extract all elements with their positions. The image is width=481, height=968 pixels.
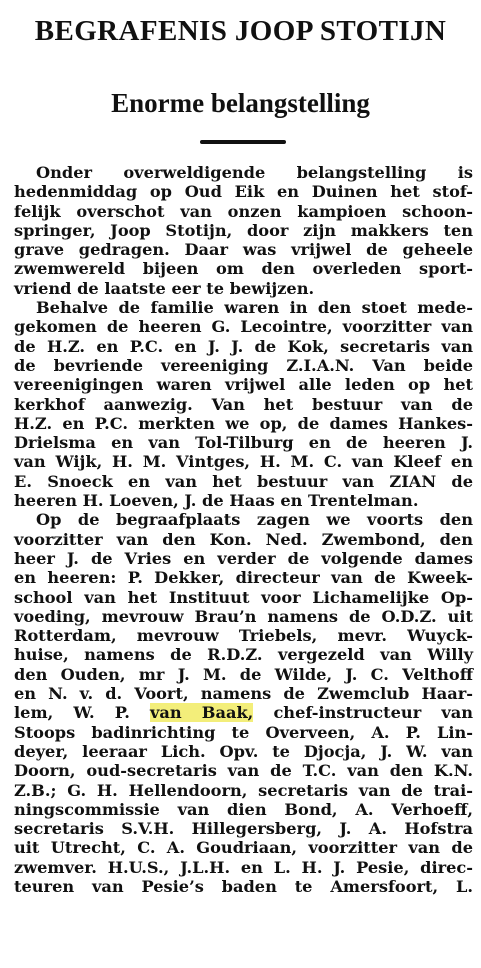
article-line: kerkhof aanwezig. Van het bestuur van de xyxy=(14,394,473,414)
article-line: en heeren: P. Dekker, directeur van de Kweek- xyxy=(14,568,473,588)
article-line: Stoops badinrichting te Overveen, A. P. Lin- xyxy=(14,722,473,742)
article-line: zwemwereld bijeen om den overleden sport- xyxy=(14,259,473,279)
article-line: den Ouden, mr J. M. de Wilde, J. C. Velthoff xyxy=(14,664,473,684)
article-line: Onder overweldigende belangstelling is xyxy=(36,163,473,182)
article-line: ningscommissie van dien Bond, A. Verhoeff, xyxy=(14,799,473,819)
article-body xyxy=(14,163,473,896)
headline: BEGRAFENIS JOOP STOTIJN xyxy=(34,15,447,47)
article-line: en N. v. d. Voort, namens de Zwemclub Haar- xyxy=(14,684,473,704)
article-line: deyer, leeraar Lich. Opv. te Djocja, J. W. van xyxy=(14,741,473,761)
article-line: gekomen de heeren G. Lecointre, voorzitter van xyxy=(14,317,473,337)
article-line: Rotterdam, mevrouw Triebels, mevr. Wuyck- xyxy=(14,626,473,646)
article-line: secretaris S.V.H. Hillegersberg, J. A. Hofstra xyxy=(14,819,473,839)
article-line: E. Snoeck en van het bestuur van ZIAN de xyxy=(14,471,473,491)
article-line: zwemver. H.U.S., J.L.H. en L. H. J. Pesie, direc- xyxy=(14,857,473,877)
line-text-after-highlight: chef-instructeur van xyxy=(253,703,474,723)
article-line: Behalve de familie waren in den stoet mede- xyxy=(36,298,473,318)
article-line: voorzitter van den Kon. Ned. Zwembond, den xyxy=(14,529,473,549)
article-line: heeren H. Loeven, J. de Haas en Trentelman. xyxy=(14,491,419,511)
article-line: van Wijk, H. M. Vintges, H. M. C. van Kleef en xyxy=(14,452,473,472)
article-line: Drielsma en van Tol-Tilburg en de heeren J. xyxy=(14,433,473,453)
article-line: H.Z. en P.C. merkten we op, de dames Hankes- xyxy=(14,413,473,433)
article-line: de bevriende vereeniging Z.I.A.N. Van beide xyxy=(14,355,473,375)
article-line: felijk overschot van onzen kampioen schoon- xyxy=(14,201,473,221)
highlighted-name: van Baak, xyxy=(150,703,254,723)
article-line: school van het Instituut voor Lichamelijke Op- xyxy=(14,587,473,607)
article-line: Z.B.; G. H. Hellendoorn, secretaris van de trai- xyxy=(14,780,473,800)
article-line: de H.Z. en P.C. en J. J. de Kok, secretaris van xyxy=(14,336,473,356)
article-line: Doorn, oud-secretaris van de T.C. van den K.N. xyxy=(14,761,473,781)
article-line: hedenmiddag op Oud Eik en Duinen het stof- xyxy=(14,182,473,202)
article-line xyxy=(14,703,473,722)
article-line: huise, namens de R.D.Z. vergezeld van Willy xyxy=(14,645,473,665)
article-line: teuren van Pesie’s baden te Amersfoort, L. xyxy=(14,876,473,896)
article-line: grave gedragen. Daar was vrijwel de geheele xyxy=(14,240,473,260)
article-line: springer, Joop Stotijn, door zijn makkers ten xyxy=(14,220,473,240)
article-line: uit Utrecht, C. A. Goudriaan, voorzitter van de xyxy=(14,838,473,858)
article-line: vereenigingen waren vrijwel alle leden op het xyxy=(14,375,473,395)
article-line: voeding, mevrouw Brau’n namens de O.D.Z. uit xyxy=(14,606,473,626)
line-text-before-highlight: lem, W. P. xyxy=(14,703,151,723)
article-line: heer J. de Vries en verder de volgende dames xyxy=(14,548,473,568)
separator-rule xyxy=(200,140,286,144)
article-line: Op de begraafplaats zagen we voorts den xyxy=(36,510,473,530)
article-line: vriend de laatste eer te bewijzen. xyxy=(14,278,315,298)
subheadline: Enorme belangstelling xyxy=(111,88,370,118)
